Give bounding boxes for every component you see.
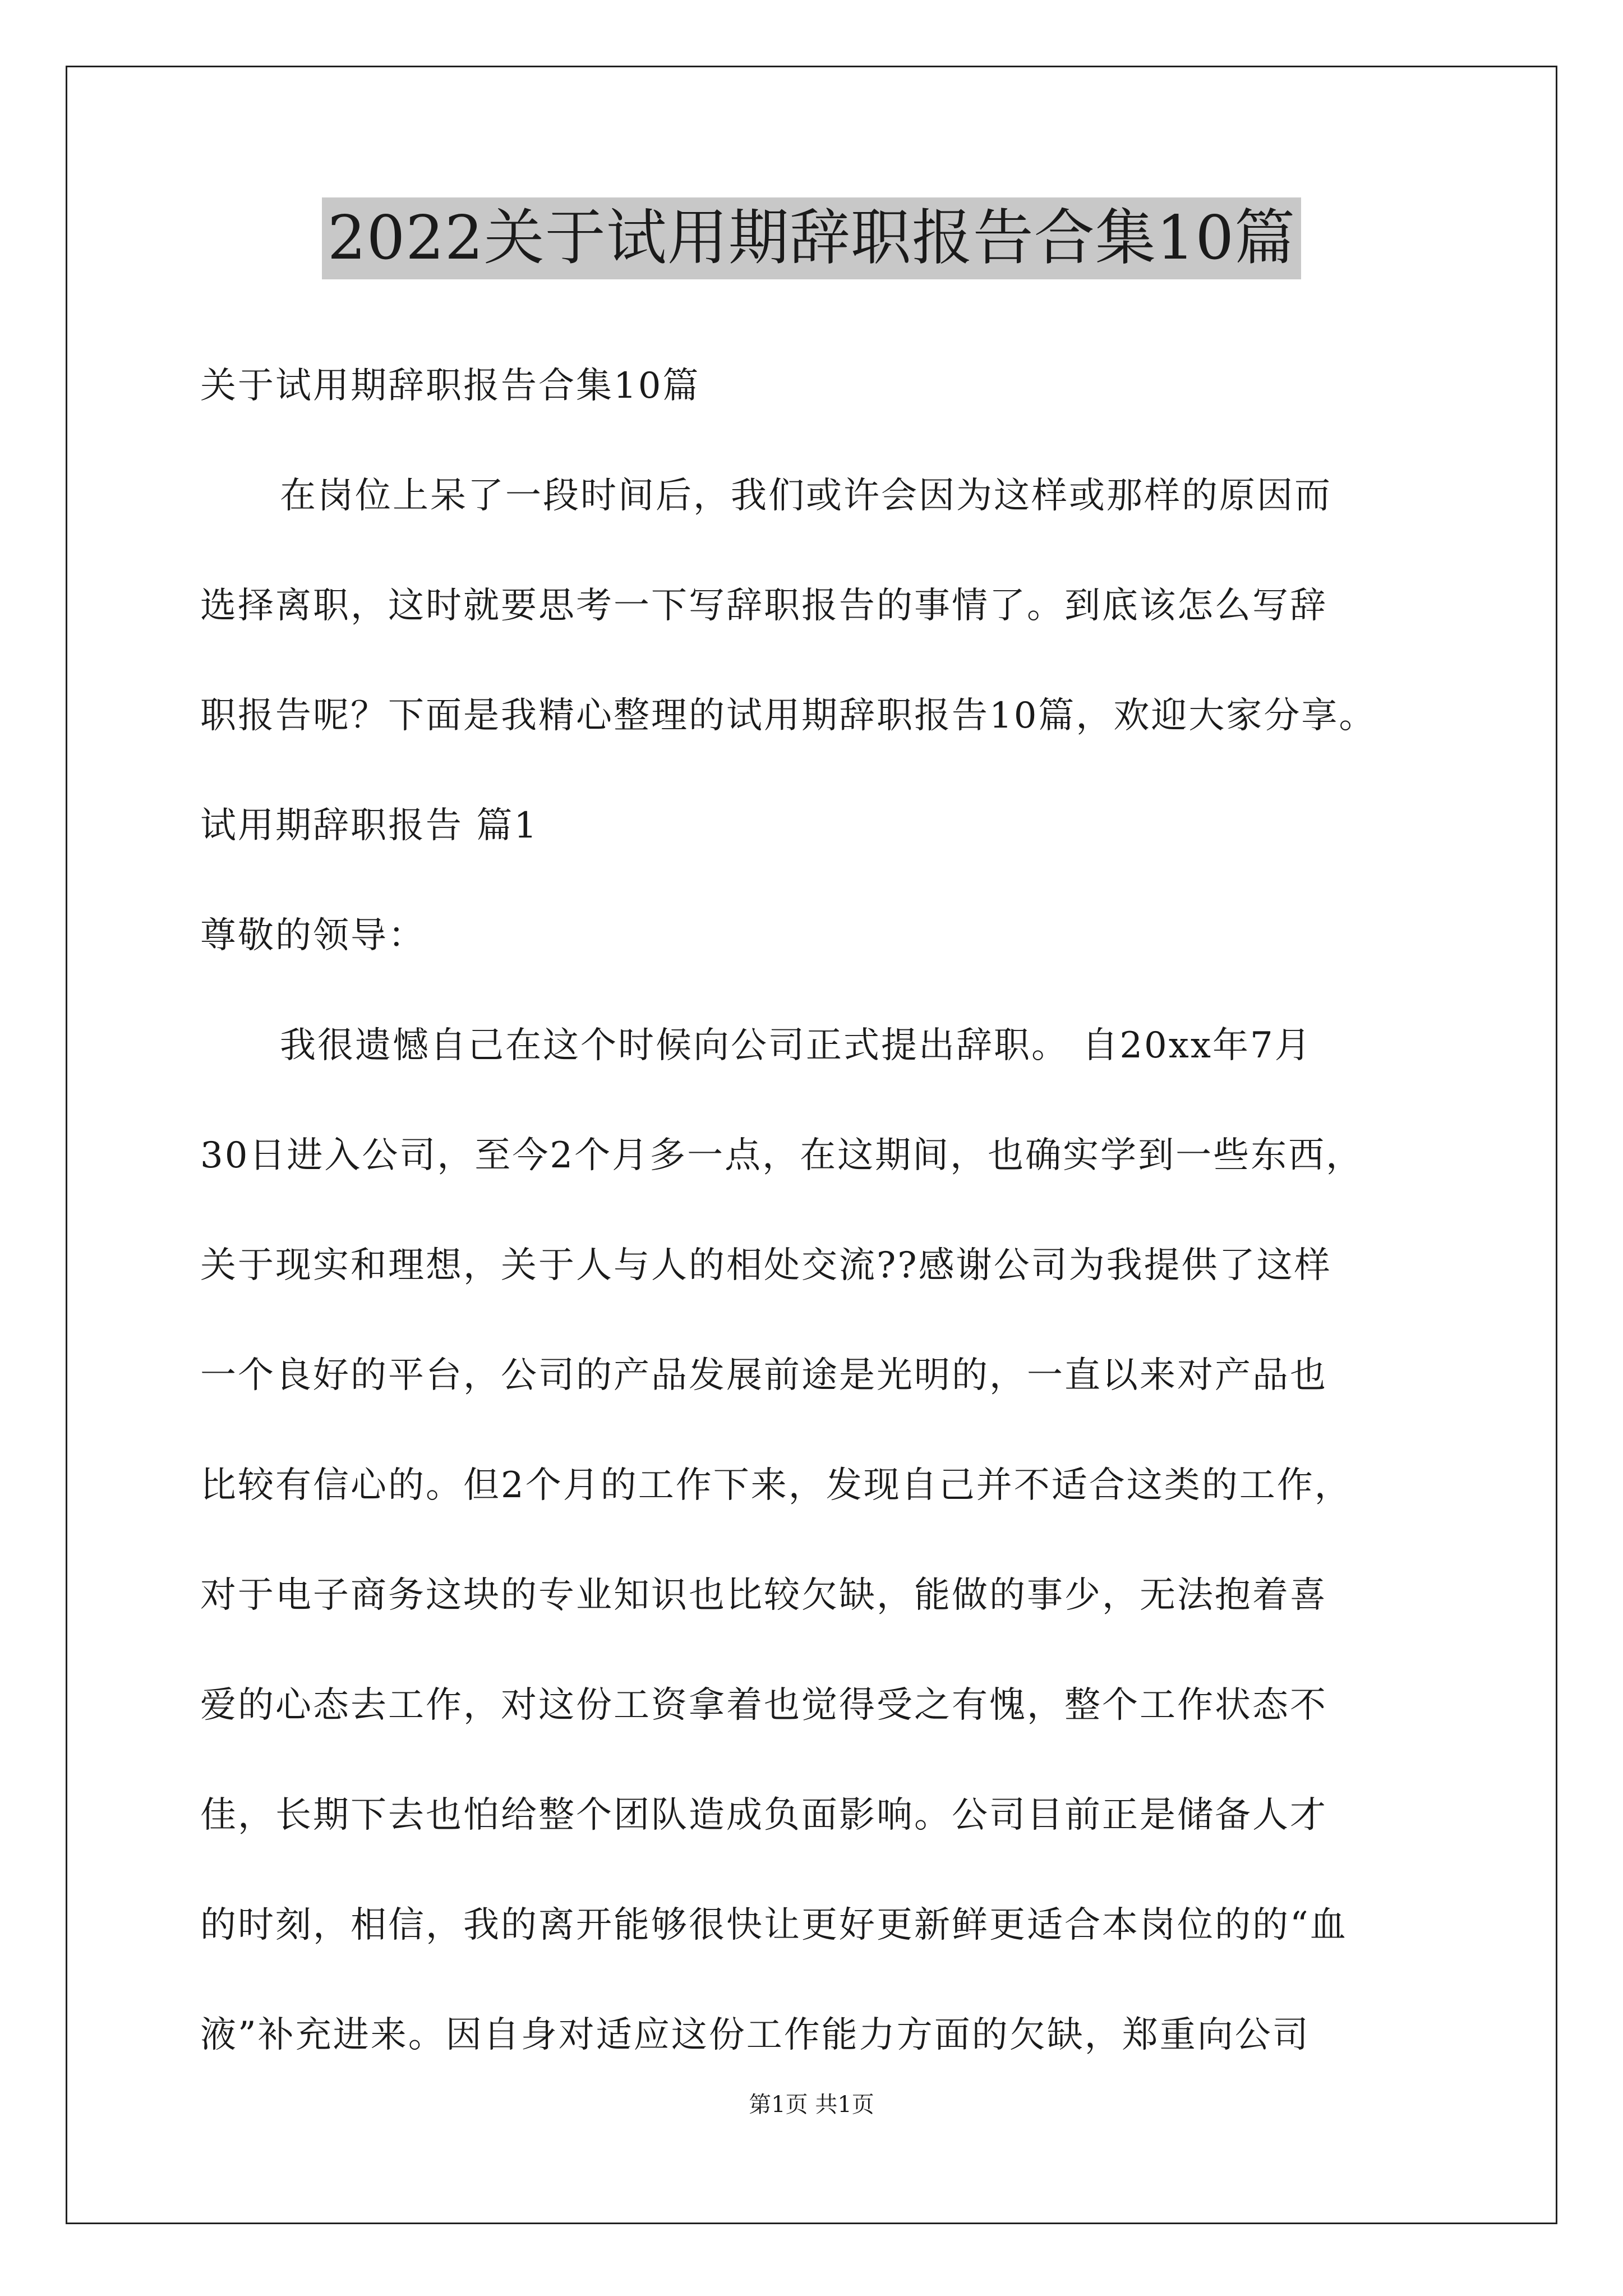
paragraph-line: 选择离职，这时就要思考一下写辞职报告的事情了。到底该怎么写辞 (200, 585, 1327, 627)
paragraph-line: 30日进入公司，至今2个月多一点，在这期间，也确实学到一些东西， (200, 1135, 1364, 1176)
paragraph-line: 一个良好的平台，公司的产品发展前途是光明的，一直以来对产品也 (200, 1355, 1327, 1396)
salutation: 尊敬的领导： (200, 915, 426, 956)
document-body (200, 331, 1440, 2090)
paragraph-line: 在岗位上呆了一段时间后，我们或许会因为这样或那样的原因而 (280, 475, 1332, 517)
title-container (0, 197, 1623, 279)
section-heading: 试用期辞职报告 篇1 (200, 805, 539, 846)
paragraph-line: 液”补充进来。因自身对适应这份工作能力方面的欠缺，郑重向公司 (200, 2014, 1310, 2056)
paragraph-line: 爱的心态去工作，对这份工资拿着也觉得受之有愧，整个工作状态不 (200, 1685, 1327, 1726)
paragraph-line: 对于电子商务这块的专业知识也比较欠缺，能做的事少，无法抱着喜 (200, 1575, 1327, 1616)
paragraph-line: 我很遗憾自己在这个时候向公司正式提出辞职。 自20xx年7月 (280, 1025, 1312, 1066)
document-title: 2022关于试用期辞职报告合集10篇 (322, 197, 1301, 279)
page-footer: 第1页 共1页 (749, 2092, 874, 2118)
paragraph-line: 佳，长期下去也怕给整个团队造成负面影响。公司目前正是储备人才 (200, 1795, 1327, 1836)
paragraph-line: 的时刻，相信，我的离开能够很快让更好更新鲜更适合本岗位的的“血 (200, 1904, 1348, 1946)
paragraph-line: 职报告呢？下面是我精心整理的试用期辞职报告10篇，欢迎大家分享。 (200, 695, 1377, 737)
paragraph-line: 比较有信心的。但2个月的工作下来，发现自己并不适合这类的工作， (200, 1465, 1352, 1506)
subtitle-line: 关于试用期辞职报告合集10篇 (200, 365, 700, 407)
paragraph-line: 关于现实和理想，关于人与人的相处交流??感谢公司为我提供了这样 (200, 1245, 1332, 1286)
